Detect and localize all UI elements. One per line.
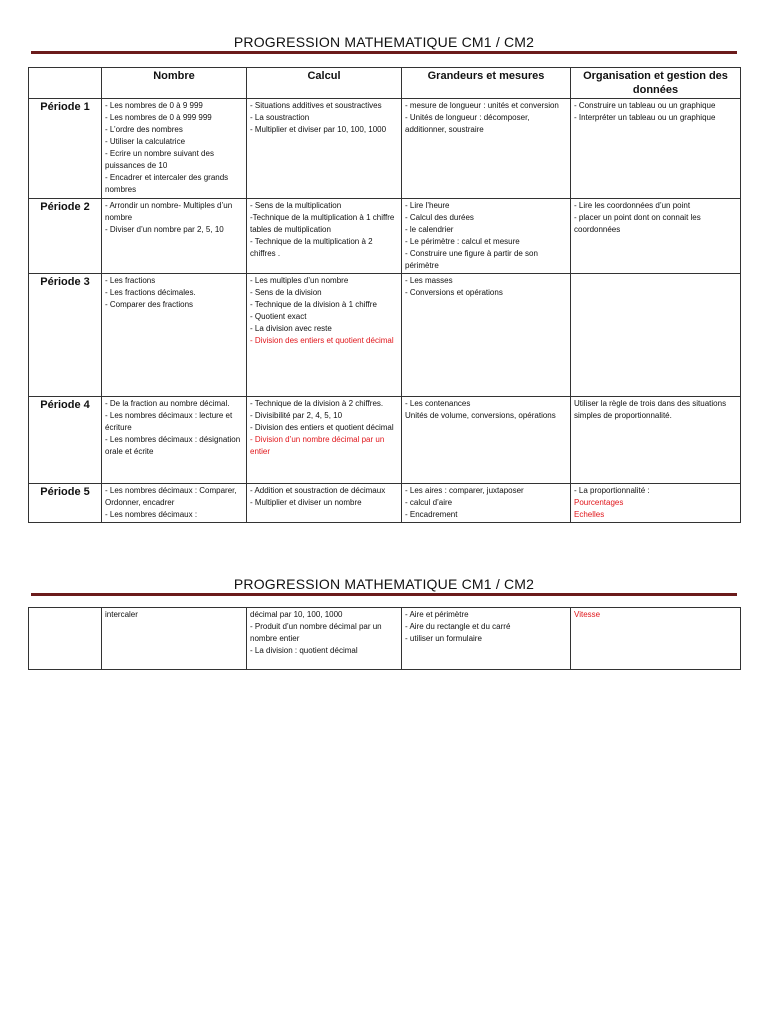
cell-line: - Encadrer et intercaler des grands nombres	[105, 173, 229, 194]
cell-line: - Lire les coordonnées d’un point	[574, 201, 691, 210]
cell-line: - Aire et périmètre	[405, 610, 469, 619]
header-cell	[29, 68, 102, 99]
cell-line: intercaler	[105, 610, 138, 619]
cell-line: - Arrondir un nombre- Multiples d’un nombre	[105, 201, 233, 222]
organisation-cell	[571, 397, 741, 484]
cell-line: Unités de volume, conversions, opérations	[405, 411, 556, 420]
organisation-cell	[571, 99, 741, 199]
calcul-cell	[247, 397, 402, 484]
calcul-cell	[247, 99, 402, 199]
cell-line: - Lire l’heure	[405, 201, 450, 210]
cell-line: - Situations additives et soustractives	[250, 101, 382, 110]
header-calcul: Calcul	[247, 68, 402, 99]
cell-line: - De la fraction au nombre décimal.	[105, 399, 230, 408]
nombre-cell	[102, 484, 247, 523]
cell-line: - Construire une figure à partir de son périmètre	[405, 249, 538, 270]
cell-line: - Division des entiers et quotient décimal	[250, 336, 394, 345]
period-label: Période 3	[29, 274, 102, 397]
cell-line: - Les nombres décimaux :	[105, 510, 198, 519]
grandeurs-cell	[402, 608, 571, 670]
title-divider-2	[31, 593, 737, 596]
cell-line: - Technique de la division à 2 chiffres.	[250, 399, 384, 408]
calcul-cell	[247, 484, 402, 523]
cell-line: - Quotient exact	[250, 312, 307, 321]
cell-line: - Les nombres de 0 à 999 999	[105, 113, 212, 122]
cell-line: - Comparer des fractions	[105, 300, 194, 309]
cell-line: - Les nombres décimaux : lecture et écriture	[105, 411, 233, 432]
table-row	[29, 397, 741, 484]
cell-line: Utiliser la règle de trois dans des situations simples de proportionnalité.	[574, 399, 727, 420]
cell-line: - Technique de la multiplication à 2 chiffres .	[250, 237, 373, 258]
nombre-cell	[102, 274, 247, 397]
header-nombre: Nombre	[102, 68, 247, 99]
cell-line: - mesure de longueur : unités et conversion	[405, 101, 559, 110]
cell-line: - Diviser d’un nombre par 2, 5, 10	[105, 225, 224, 234]
cell-line: - utiliser un formulaire	[405, 634, 482, 643]
cell-line: - Les nombres décimaux : Comparer, Ordonner, encadrer	[105, 486, 237, 507]
cell-line: - Aire du rectangle et du carré	[405, 622, 511, 631]
cell-line: - Conversions et opérations	[405, 288, 503, 297]
cell-line: - Les masses	[405, 276, 453, 285]
calcul-cell	[247, 608, 402, 670]
table-row	[29, 608, 741, 670]
cell-line: - Interpréter un tableau ou un graphique	[574, 113, 716, 122]
grandeurs-cell	[402, 99, 571, 199]
cell-line: Pourcentages	[574, 498, 624, 507]
cell-line: - Les nombres de 0 à 9 999	[105, 101, 203, 110]
title-divider	[31, 51, 737, 54]
organisation-cell	[571, 274, 741, 397]
organisation-cell	[571, 608, 741, 670]
cell-line: - Les contenances	[405, 399, 471, 408]
cell-line: - Calcul des durées	[405, 213, 474, 222]
cell-line: Echelles	[574, 510, 605, 519]
nombre-cell	[102, 608, 247, 670]
grandeurs-cell	[402, 397, 571, 484]
cell-line: - Technique de la division à 1 chiffre	[250, 300, 377, 309]
cell-line: - Unités de longueur : décomposer, additionner, soustraire	[405, 113, 530, 134]
header-organisation: Organisation et gestion des données	[571, 68, 741, 99]
page-title: PROGRESSION MATHEMATIQUE CM1 / CM2	[233, 34, 535, 50]
table-row	[29, 274, 741, 397]
cell-line: - Multiplier et diviser par 10, 100, 1000	[250, 125, 387, 134]
period-label: Période 4	[29, 397, 102, 484]
cell-line: - La soustraction	[250, 113, 310, 122]
cell-line: -Technique de la multiplication à 1 chiffre tables de multiplication	[250, 213, 395, 234]
nombre-cell	[102, 199, 247, 274]
cell-line: - La division avec reste	[250, 324, 332, 333]
cell-line: - Les nombres décimaux : désignation orale et écrite	[105, 435, 241, 456]
period-label: Période 1	[29, 99, 102, 199]
period-label	[29, 608, 102, 670]
table-row	[29, 99, 741, 199]
cell-line: - Divisibilité par 2, 4, 5, 10	[250, 411, 343, 420]
table-row	[29, 484, 741, 523]
cell-line: - Sens de la division	[250, 288, 322, 297]
nombre-cell	[102, 397, 247, 484]
cell-line: - Division des entiers et quotient décimal	[250, 423, 394, 432]
progression-table-continued	[28, 607, 741, 670]
grandeurs-cell	[402, 484, 571, 523]
cell-line: - Division d’un nombre décimal par un entier	[250, 435, 385, 456]
progression-table	[28, 67, 741, 523]
cell-line: - La division : quotient décimal	[250, 646, 358, 655]
nombre-cell	[102, 99, 247, 199]
header-grandeurs: Grandeurs et mesures	[402, 68, 571, 99]
cell-line: - Sens de la multiplication	[250, 201, 342, 210]
table-header-row	[29, 68, 741, 99]
cell-line: - Les fractions	[105, 276, 156, 285]
cell-line: - Les multiples d’un nombre	[250, 276, 349, 285]
cell-line: - Encadrement	[405, 510, 458, 519]
cell-line: - placer un point dont on connait les coordonnées	[574, 213, 701, 234]
organisation-cell	[571, 484, 741, 523]
table-row	[29, 199, 741, 274]
grandeurs-cell	[402, 199, 571, 274]
calcul-cell	[247, 274, 402, 397]
cell-line: - L’ordre des nombres	[105, 125, 183, 134]
cell-line: Vitesse	[574, 610, 601, 619]
cell-line: - Addition et soustraction de décimaux	[250, 486, 386, 495]
organisation-cell	[571, 199, 741, 274]
page-title-2: PROGRESSION MATHEMATIQUE CM1 / CM2	[233, 576, 535, 592]
calcul-cell	[247, 199, 402, 274]
cell-line: - La proportionnalité :	[574, 486, 650, 495]
cell-line: - Utiliser la calculatrice	[105, 137, 186, 146]
period-label: Période 2	[29, 199, 102, 274]
cell-line: - Produit d’un nombre décimal par un nombre entier	[250, 622, 382, 643]
cell-line: - Les aires : comparer, juxtaposer	[405, 486, 524, 495]
cell-line: - Ecrire un nombre suivant des puissances de 10	[105, 149, 214, 170]
cell-line: - Le périmètre : calcul et mesure	[405, 237, 520, 246]
period-label: Période 5	[29, 484, 102, 523]
cell-line: - calcul d’aire	[405, 498, 453, 507]
cell-line: - le calendrier	[405, 225, 454, 234]
cell-line: - Les fractions décimales.	[105, 288, 196, 297]
cell-line: décimal par 10, 100, 1000	[250, 610, 343, 619]
grandeurs-cell	[402, 274, 571, 397]
cell-line: - Construire un tableau ou un graphique	[574, 101, 716, 110]
cell-line: - Multiplier et diviser un nombre	[250, 498, 362, 507]
